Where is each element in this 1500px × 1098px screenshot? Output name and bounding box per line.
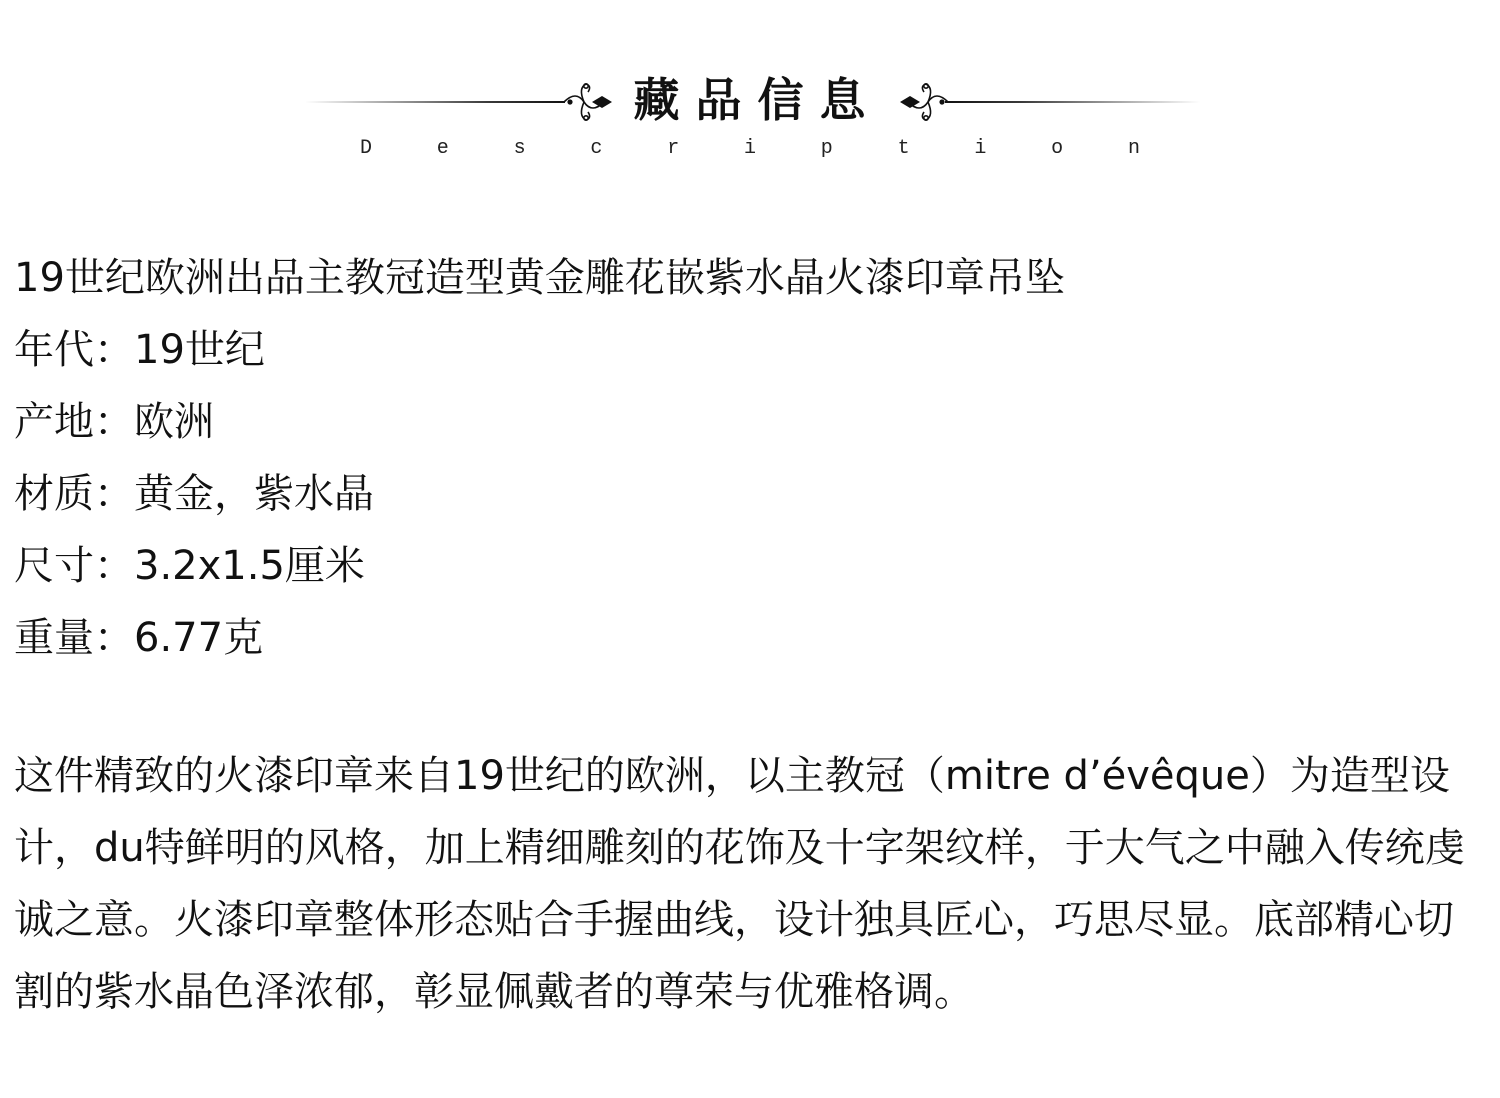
subtitle-letter: c — [590, 137, 603, 160]
spec-value: 19世纪 — [134, 327, 265, 373]
header-rule-left — [305, 101, 565, 103]
spec-value: 黄金，紫水晶 — [134, 471, 374, 517]
spec-label: 年代： — [14, 327, 134, 373]
subtitle-letter: i — [974, 137, 987, 160]
subtitle-letter: r — [667, 137, 680, 160]
subtitle-letter: n — [1127, 137, 1140, 160]
spec-label: 尺寸： — [14, 543, 134, 589]
spec-material — [14, 458, 1484, 530]
spec-label: 产地： — [14, 399, 134, 445]
subtitle-letter: t — [897, 137, 910, 160]
page-title: 藏品信息 — [633, 73, 882, 127]
spec-value: 6.77克 — [134, 615, 264, 661]
item-name: 19世纪欧洲出品主教冠造型黄金雕花嵌紫水晶火漆印章吊坠 — [14, 255, 1065, 301]
spec-era — [14, 314, 1484, 386]
subtitle-letter: e — [436, 137, 449, 160]
spec-origin — [14, 386, 1484, 458]
page-subtitle — [360, 136, 1140, 162]
subtitle-letter: D — [360, 137, 373, 160]
spec-list — [14, 242, 1484, 674]
subtitle-letter: p — [820, 137, 833, 160]
header-rule-right — [945, 101, 1200, 103]
subtitle-letter: i — [743, 137, 756, 160]
spec-size — [14, 530, 1484, 602]
subtitle-letter: s — [513, 137, 526, 160]
description-paragraph: 这件精致的火漆印章来自19世纪的欧洲，以主教冠（mitre d’évêque）为造型设计，du特鲜明的风格，加上精细雕刻的花饰及十字架纹样，于大气之中融入传统虔诚之意。火漆印章整体形态贴合手握曲线，设计独具匠心，巧思尽显。底部精心切割的紫水晶色泽浓郁，彰显佩戴者的尊荣与优雅格调。 — [14, 753, 1465, 1015]
spec-value: 欧洲 — [134, 399, 214, 445]
flourish-ornament-left — [556, 76, 612, 128]
spec-weight — [14, 602, 1484, 674]
subtitle-letter: o — [1051, 137, 1064, 160]
section-header — [0, 0, 1500, 190]
spec-label: 材质： — [14, 471, 134, 517]
spec-label: 重量： — [14, 615, 134, 661]
spec-value: 3.2x1.5厘米 — [134, 543, 365, 589]
